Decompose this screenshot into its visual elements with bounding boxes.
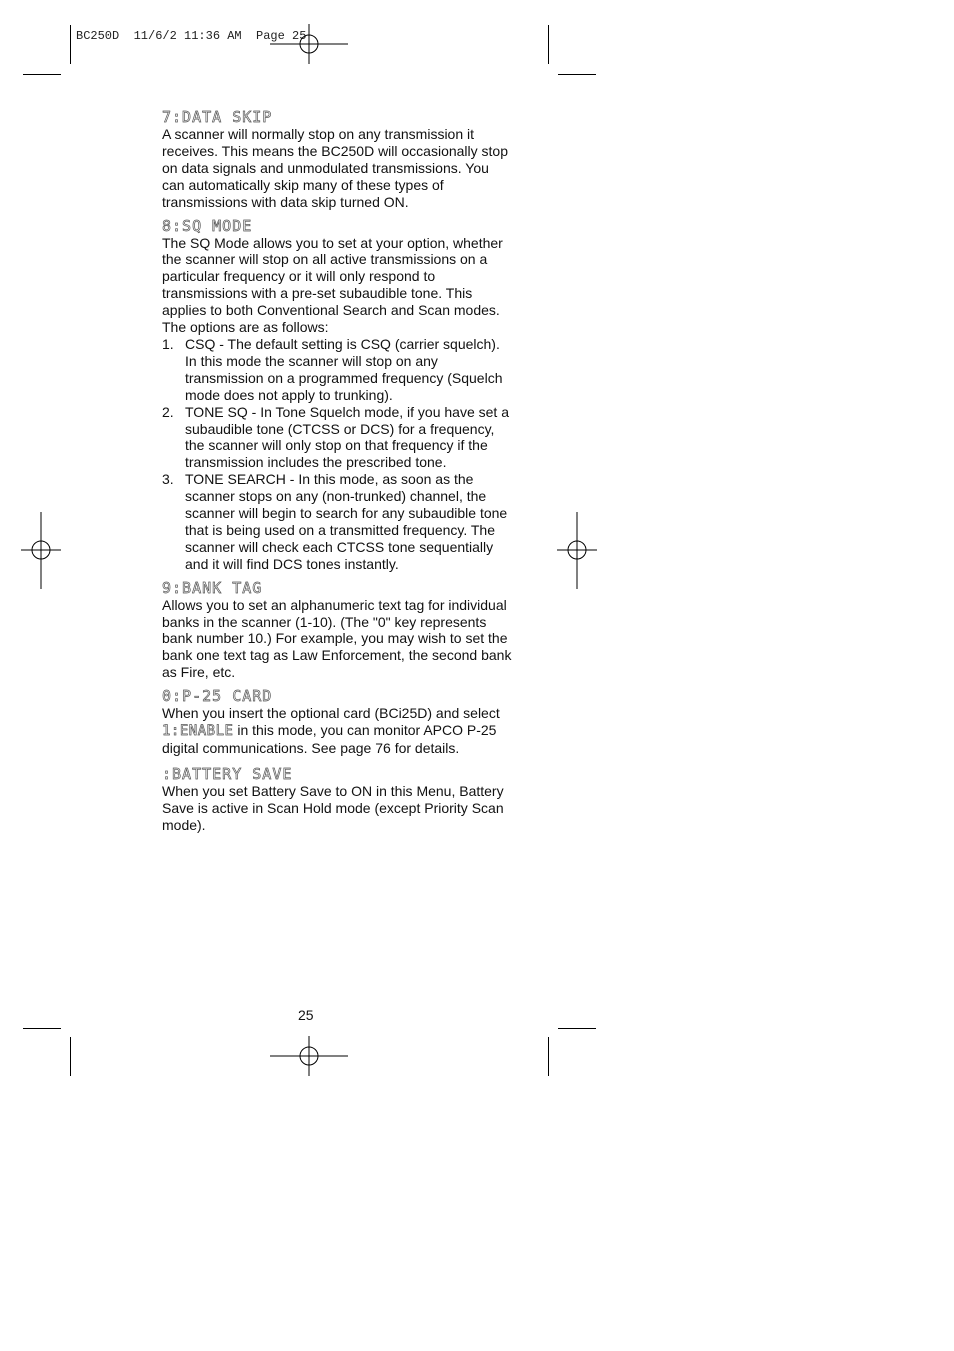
page-content [162, 108, 512, 840]
list-item-text: TONE SEARCH - In this mode, as soon as the scanner stops on any (non-trunked) channel, the scanner will begin to search for any subaudible tone that is being used on a transmitted frequency. The scanner will check each CTCSS tone sequentially and it will find DCS tones instantly. [185, 471, 508, 572]
section-p25-card [162, 687, 512, 757]
list-item-text: CSQ - The default setting is CSQ (carrier squelch). In this mode the scanner will stop on any transmission on a programmed frequency (Squelch mode does not apply to trunking). [185, 335, 503, 403]
crop-mark-bottom-right-h [558, 1028, 596, 1029]
list-item-number: 1. [162, 335, 174, 352]
list-item-number: 2. [162, 403, 174, 420]
registration-mark-bottom [270, 1036, 350, 1076]
list-item [162, 336, 512, 404]
section-bank-tag [162, 579, 512, 682]
section-body: The SQ Mode allows you to set at your option, whether the scanner will stop on all active transmissions on a particular frequency or it will only respond to transmissions with a pre-set subaudible tone. This applies to both Conventional Search and Scan modes. The options are as follows: [162, 234, 503, 336]
crop-mark-top-left-h [23, 74, 61, 75]
list-item [162, 471, 512, 572]
sq-mode-options-list [162, 336, 512, 573]
crop-mark-bottom-left-v [70, 1037, 71, 1076]
body-text-pre: When you insert the optional card (BCi25D) and select [162, 705, 500, 722]
list-item-text: TONE SQ - In Tone Squelch mode, if you have set a subaudible tone (CTCSS or DCS) for a frequency, the scanner will only stop on that frequency if the transmission includes the prescribed tone. [185, 403, 509, 471]
body-text-post: in this mode, you can monitor APCO P-25 digital communications. See page 76 for details. [162, 722, 497, 756]
section-battery-save [162, 765, 512, 834]
section-heading: 7:DATA SKIP [162, 108, 273, 126]
section-body: When you set Battery Save to ON in this Menu, Battery Save is active in Scan Hold mode (except Priority Scan mode). [162, 782, 504, 833]
section-body: Allows you to set an alphanumeric text tag for individual banks in the scanner (1-10). (The "0" key represents bank number 10.) For example, you may wish to set the bank one text tag as Law Enforcement, the second bank as Fire, etc. [162, 596, 512, 681]
page-number: 25 [298, 1007, 314, 1023]
registration-mark-top [270, 24, 350, 64]
registration-mark-left [21, 512, 63, 590]
lcd-option-text: 1:ENABLE [162, 723, 234, 740]
section-heading: 8:SQ MODE [162, 216, 253, 235]
crop-mark-top-right-v [548, 25, 549, 64]
section-data-skip [162, 108, 512, 211]
list-item [162, 404, 512, 472]
section-heading: 0:P-25 CARD [162, 687, 273, 706]
section-sq-mode [162, 217, 512, 573]
registration-mark-right [557, 512, 599, 590]
crop-mark-top-right-h [558, 74, 596, 75]
section-body [162, 705, 512, 757]
list-item-number: 3. [162, 471, 174, 488]
crop-mark-top-left-v [70, 25, 71, 64]
section-heading: 9:BANK TAG [162, 578, 263, 597]
crop-mark-bottom-right-v [548, 1037, 549, 1076]
section-heading: :BATTERY SAVE [162, 764, 293, 783]
crop-mark-bottom-left-h [23, 1028, 61, 1029]
print-slug: BC250D 11/6/2 11:36 AM Page 25 [76, 29, 307, 43]
section-body: A scanner will normally stop on any transmission it receives. This means the BC250D will occasionally stop on data signals and unmodulated transmissions. You can automatically skip many of these types of transmissions with data skip turned ON. [162, 126, 509, 210]
